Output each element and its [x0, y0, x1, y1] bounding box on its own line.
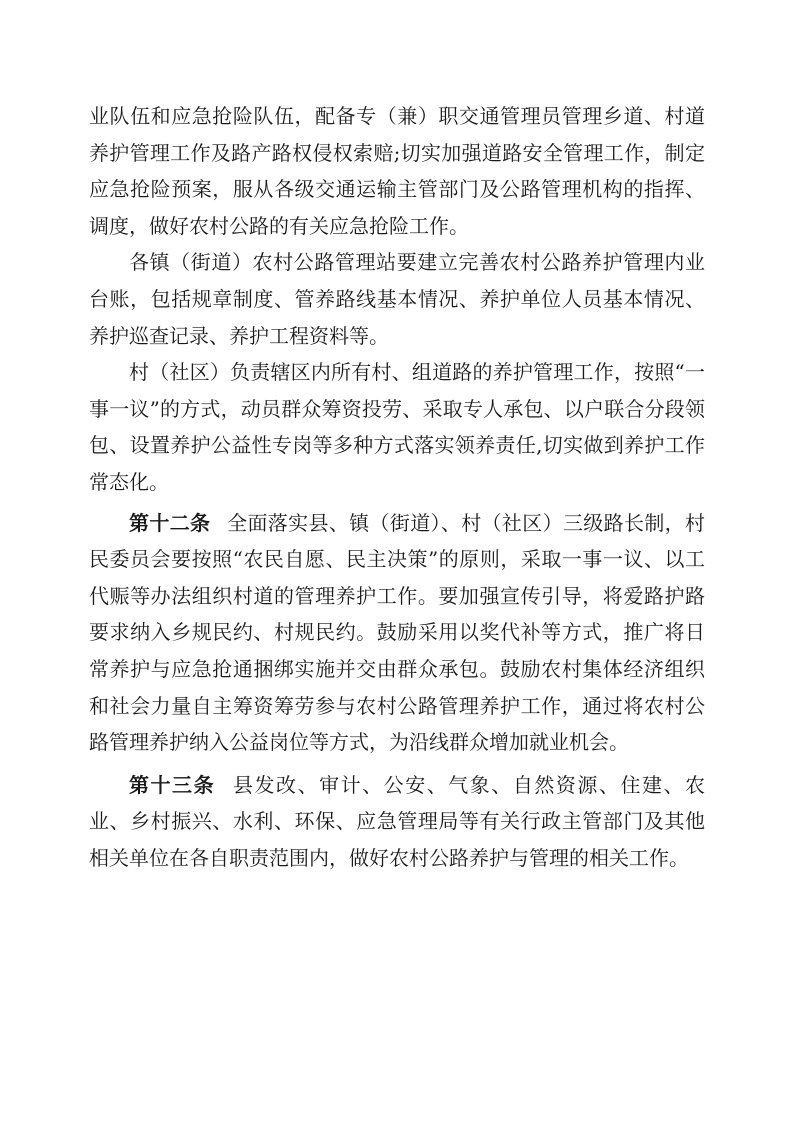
paragraph-text: 村（社区）负责辖区内所有村、组道路的养护管理工作，按照“一事一议”的方式，动员群众筹资投劳、采取专人承包、以户联合分段领包、设置养护公益性专岗等多种方式落实领养责任,切实做到养护工作常态化。	[89, 360, 705, 494]
article-text: 全面落实县、镇（街道）、村（社区）三级路长制，村民委员会要按照“农民自愿、民主决策”的原则，采取一事一议、以工代赈等办法组织村道的管理养护工作。要加强宣传引导，将爱路护路要求纳入乡规民约、村规民约。鼓励采用以奖代补等方式，推广将日常养护与应急抢通捆绑实施并交由群众承包。鼓励农村集体经济组织和社会力量自主筹资筹劳参与农村公路管理养护工作，通过将农村公路管理养护纳入公益岗位等方式，为沿线群众增加就业机会。	[89, 510, 706, 755]
article-text: 县发改、审计、公安、气象、自然资源、住建、农业、乡村振兴、水利、环保、应急管理局等有关行政主管部门及其他相关单位在各自职责范围内，做好农村公路养护与管理的相关工作。	[89, 772, 706, 870]
document-body	[89, 98, 705, 876]
article-heading: 第十二条	[129, 510, 221, 535]
paragraph-text: 各镇（街道）农村公路管理站要建立完善农村公路养护管理内业台账，包括规章制度、管养路线基本情况、养护单位人员基本情况、养护巡查记录、养护工程资料等。	[89, 250, 705, 348]
paragraph-village-maintenance	[89, 354, 705, 500]
article-12	[89, 505, 705, 761]
paragraph-emergency-team	[89, 98, 705, 244]
article-13	[89, 767, 705, 877]
paragraph-text: 业队伍和应急抢险队伍，配备专（兼）职交通管理员管理乡道、村道养护管理工作及路产路权侵权索赔;切实加强道路安全管理工作，制定应急抢险预案，服从各级交通运输主管部门及公路管理机构的指挥、调度，做好农村公路的有关应急抢险工作。	[89, 104, 705, 238]
article-heading: 第十三条	[129, 772, 226, 797]
paragraph-township-ledger	[89, 244, 705, 354]
